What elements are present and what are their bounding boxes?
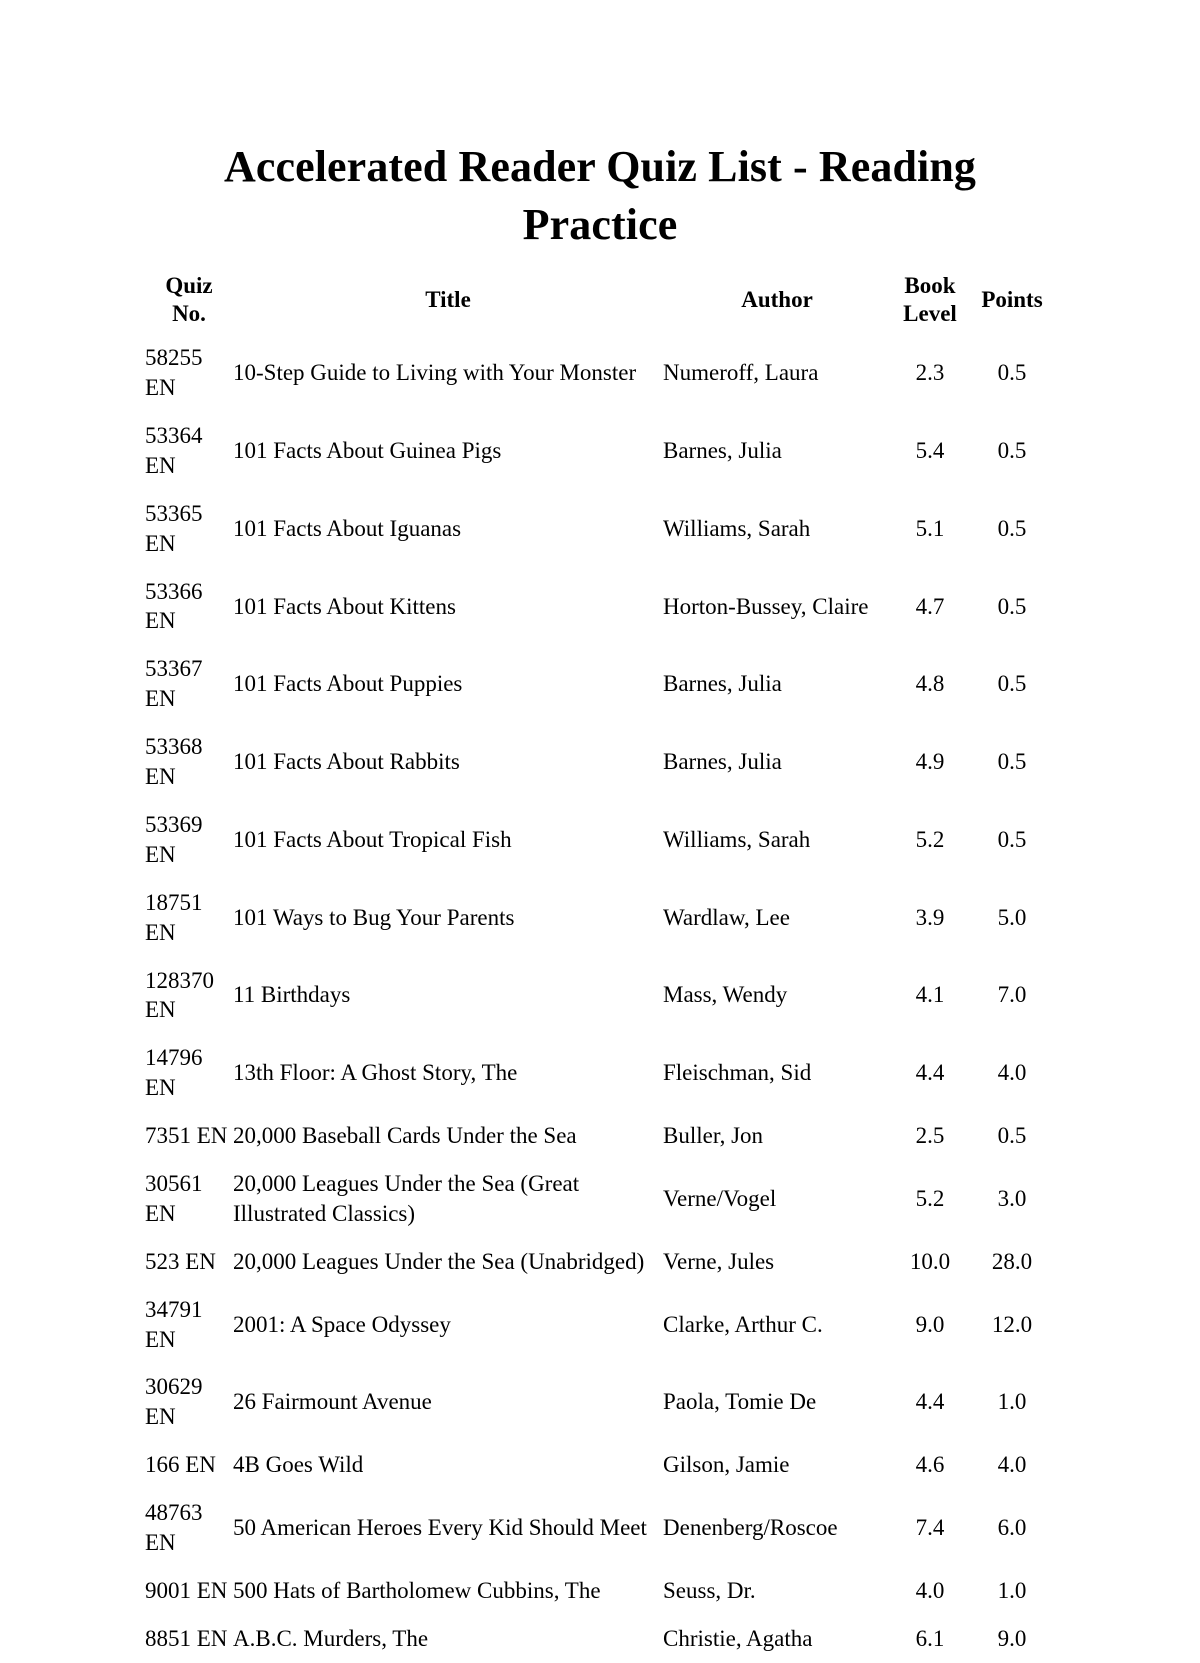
cell-quiz-no: 34791 EN: [145, 1296, 203, 1352]
cell-author: Buller, Jon: [663, 1123, 764, 1149]
cell-author: Numeroff, Laura: [663, 360, 819, 386]
cell-points: 3.0: [997, 1185, 1027, 1211]
cell-title: A.B.C. Murders, The: [233, 1625, 429, 1651]
cell-author: Horton-Bussey, Claire: [663, 593, 869, 619]
cell-author: Fleischman, Sid: [663, 1060, 812, 1086]
column-header-book-level: [891, 272, 969, 334]
cell-book-level: 4.0: [915, 1577, 945, 1603]
cell-author: Verne, Jules: [663, 1248, 775, 1274]
cell-author: Williams, Sarah: [663, 826, 811, 852]
table-row: [145, 723, 1055, 801]
cell-points: 0.5: [997, 515, 1027, 541]
cell-points: 5.0: [997, 904, 1027, 930]
cell-book-level: 2.3: [915, 360, 945, 386]
cell-book-level: 4.8: [915, 671, 945, 697]
page-title-line-1: Accelerated Reader Quiz List - Reading: [223, 142, 977, 191]
cell-points: 4.0: [997, 1060, 1027, 1086]
cell-title: 10-Step Guide to Living with Your Monster: [233, 360, 637, 386]
table-row: [145, 490, 1055, 568]
cell-quiz-no: 53365 EN: [145, 500, 203, 556]
column-header-quiz-no-line-2: No.: [172, 301, 206, 327]
table-row: [145, 1567, 1055, 1615]
cell-book-level: 6.1: [915, 1625, 945, 1651]
cell-author: Wardlaw, Lee: [663, 904, 790, 930]
cell-book-level: 5.1: [915, 515, 945, 541]
cell-book-level: 3.9: [915, 904, 945, 930]
table-row: [145, 1160, 1055, 1238]
cell-title: 50 American Heroes Every Kid Should Meet: [233, 1515, 647, 1541]
cell-points: 9.0: [997, 1625, 1027, 1651]
column-header-author: Author: [741, 287, 813, 313]
table-row: [145, 801, 1055, 879]
cell-book-level: 2.5: [915, 1123, 945, 1149]
cell-title: 101 Ways to Bug Your Parents: [233, 904, 515, 930]
cell-quiz-no: 30629 EN: [145, 1374, 203, 1430]
cell-author: Clarke, Arthur C.: [663, 1311, 823, 1337]
cell-title: 101 Facts About Puppies: [233, 671, 463, 697]
page-title-line-2: Practice: [522, 200, 678, 250]
cell-title: 26 Fairmount Avenue: [233, 1389, 432, 1415]
cell-title: 101 Facts About Tropical Fish: [233, 826, 512, 852]
cell-quiz-no: 53364 EN: [145, 423, 203, 478]
cell-quiz-no: 53369 EN: [145, 811, 203, 867]
table-row: [145, 1363, 1055, 1441]
column-header-points: Points: [981, 287, 1043, 313]
page-title: [200, 0, 1000, 254]
cell-title: 101 Facts About Iguanas: [233, 515, 462, 541]
cell-author: Gilson, Jamie: [663, 1452, 790, 1478]
cell-author: Verne/Vogel: [663, 1185, 777, 1211]
cell-author: Paola, Tomie De: [663, 1389, 817, 1415]
cell-quiz-no: 30561 EN: [145, 1170, 203, 1226]
cell-title: 2001: A Space Odyssey: [233, 1311, 451, 1337]
cell-quiz-no: 9001 EN: [145, 1577, 228, 1603]
cell-book-level: 5.2: [915, 826, 945, 852]
cell-title: 20,000 Baseball Cards Under the Sea: [233, 1123, 577, 1149]
cell-title: 20,000 Leagues Under the Sea (Unabridged): [233, 1248, 645, 1274]
cell-book-level: 10.0: [909, 1248, 951, 1274]
cell-points: 1.0: [997, 1577, 1027, 1603]
cell-points: 0.5: [997, 437, 1027, 463]
cell-quiz-no: 14796 EN: [145, 1045, 203, 1101]
cell-quiz-no: 7351 EN: [145, 1123, 228, 1149]
cell-book-level: 5.2: [915, 1185, 945, 1211]
cell-author: Christie, Agatha: [663, 1625, 813, 1651]
cell-points: 12.0: [991, 1311, 1033, 1337]
cell-book-level: 4.4: [915, 1389, 945, 1415]
cell-points: 4.0: [997, 1452, 1027, 1478]
cell-points: 0.5: [997, 1123, 1027, 1149]
cell-book-level: 9.0: [915, 1311, 945, 1337]
cell-points: 0.5: [997, 671, 1027, 697]
cell-points: 0.5: [997, 826, 1027, 852]
table-row: [145, 1615, 1055, 1663]
cell-title: 11 Birthdays: [233, 982, 351, 1008]
cell-quiz-no: 8851 EN: [145, 1625, 228, 1651]
cell-points: 1.0: [997, 1389, 1027, 1415]
cell-author: Mass, Wendy: [663, 982, 788, 1008]
table-header: [145, 272, 1055, 334]
cell-author: Seuss, Dr.: [663, 1577, 756, 1603]
column-header-quiz-no-line-1: Quiz: [165, 273, 213, 299]
cell-book-level: 7.4: [915, 1515, 945, 1541]
table-row: [145, 1441, 1055, 1489]
cell-author: Barnes, Julia: [663, 749, 782, 775]
cell-points: 0.5: [997, 749, 1027, 775]
cell-points: 6.0: [997, 1515, 1027, 1541]
cell-author: Barnes, Julia: [663, 437, 782, 463]
quiz-list-table: [145, 272, 1055, 1662]
column-header-title: Title: [425, 287, 471, 313]
cell-author: Williams, Sarah: [663, 515, 811, 541]
table-row: [145, 645, 1055, 723]
table-row: [145, 1489, 1055, 1567]
cell-book-level: 4.4: [915, 1060, 945, 1086]
cell-quiz-no: 58255 EN: [145, 345, 203, 401]
table-row: [145, 879, 1055, 957]
table-body: [145, 334, 1055, 1662]
cell-quiz-no: 53366 EN: [145, 578, 203, 634]
cell-title: 500 Hats of Bartholomew Cubbins, The: [233, 1577, 601, 1603]
cell-author: Denenberg/Roscoe: [663, 1515, 838, 1541]
cell-book-level: 4.7: [915, 593, 945, 619]
cell-quiz-no: 128370 EN: [145, 967, 214, 1023]
cell-quiz-no: 18751 EN: [145, 889, 203, 945]
cell-title: 101 Facts About Guinea Pigs: [233, 437, 502, 463]
cell-title: 13th Floor: A Ghost Story, The: [233, 1060, 518, 1086]
table-row: [145, 334, 1055, 412]
table-header-row: [145, 272, 1055, 334]
table-row: [145, 1034, 1055, 1112]
table-row: [145, 1112, 1055, 1160]
cell-points: 28.0: [991, 1248, 1033, 1274]
cell-author: Barnes, Julia: [663, 671, 782, 697]
cell-quiz-no: 53367 EN: [145, 656, 203, 712]
cell-points: 0.5: [997, 593, 1027, 619]
cell-book-level: 4.6: [915, 1452, 945, 1478]
cell-book-level: 5.4: [915, 437, 945, 463]
cell-quiz-no: 166 EN: [145, 1452, 216, 1478]
table-row: [145, 1238, 1055, 1286]
cell-points: 7.0: [997, 982, 1027, 1008]
table-row: [145, 568, 1055, 646]
cell-title: 101 Facts About Kittens: [233, 593, 456, 619]
cell-title: 20,000 Leagues Under the Sea (Great Illustrated Classics): [233, 1170, 580, 1226]
cell-book-level: 4.1: [915, 982, 945, 1008]
cell-quiz-no: 53368 EN: [145, 734, 203, 790]
cell-title: 4B Goes Wild: [233, 1452, 364, 1478]
column-header-quiz-no: [145, 272, 233, 334]
cell-points: 0.5: [997, 360, 1027, 386]
cell-book-level: 4.9: [915, 749, 945, 775]
column-header-book-level-line-2: Level: [903, 301, 957, 327]
table-row: [145, 412, 1055, 490]
cell-title: 101 Facts About Rabbits: [233, 749, 460, 775]
cell-quiz-no: 523 EN: [145, 1248, 216, 1274]
cell-quiz-no: 48763 EN: [145, 1500, 203, 1555]
table-row: [145, 1286, 1055, 1364]
table-row: [145, 957, 1055, 1035]
column-header-book-level-line-1: Book: [904, 273, 956, 299]
